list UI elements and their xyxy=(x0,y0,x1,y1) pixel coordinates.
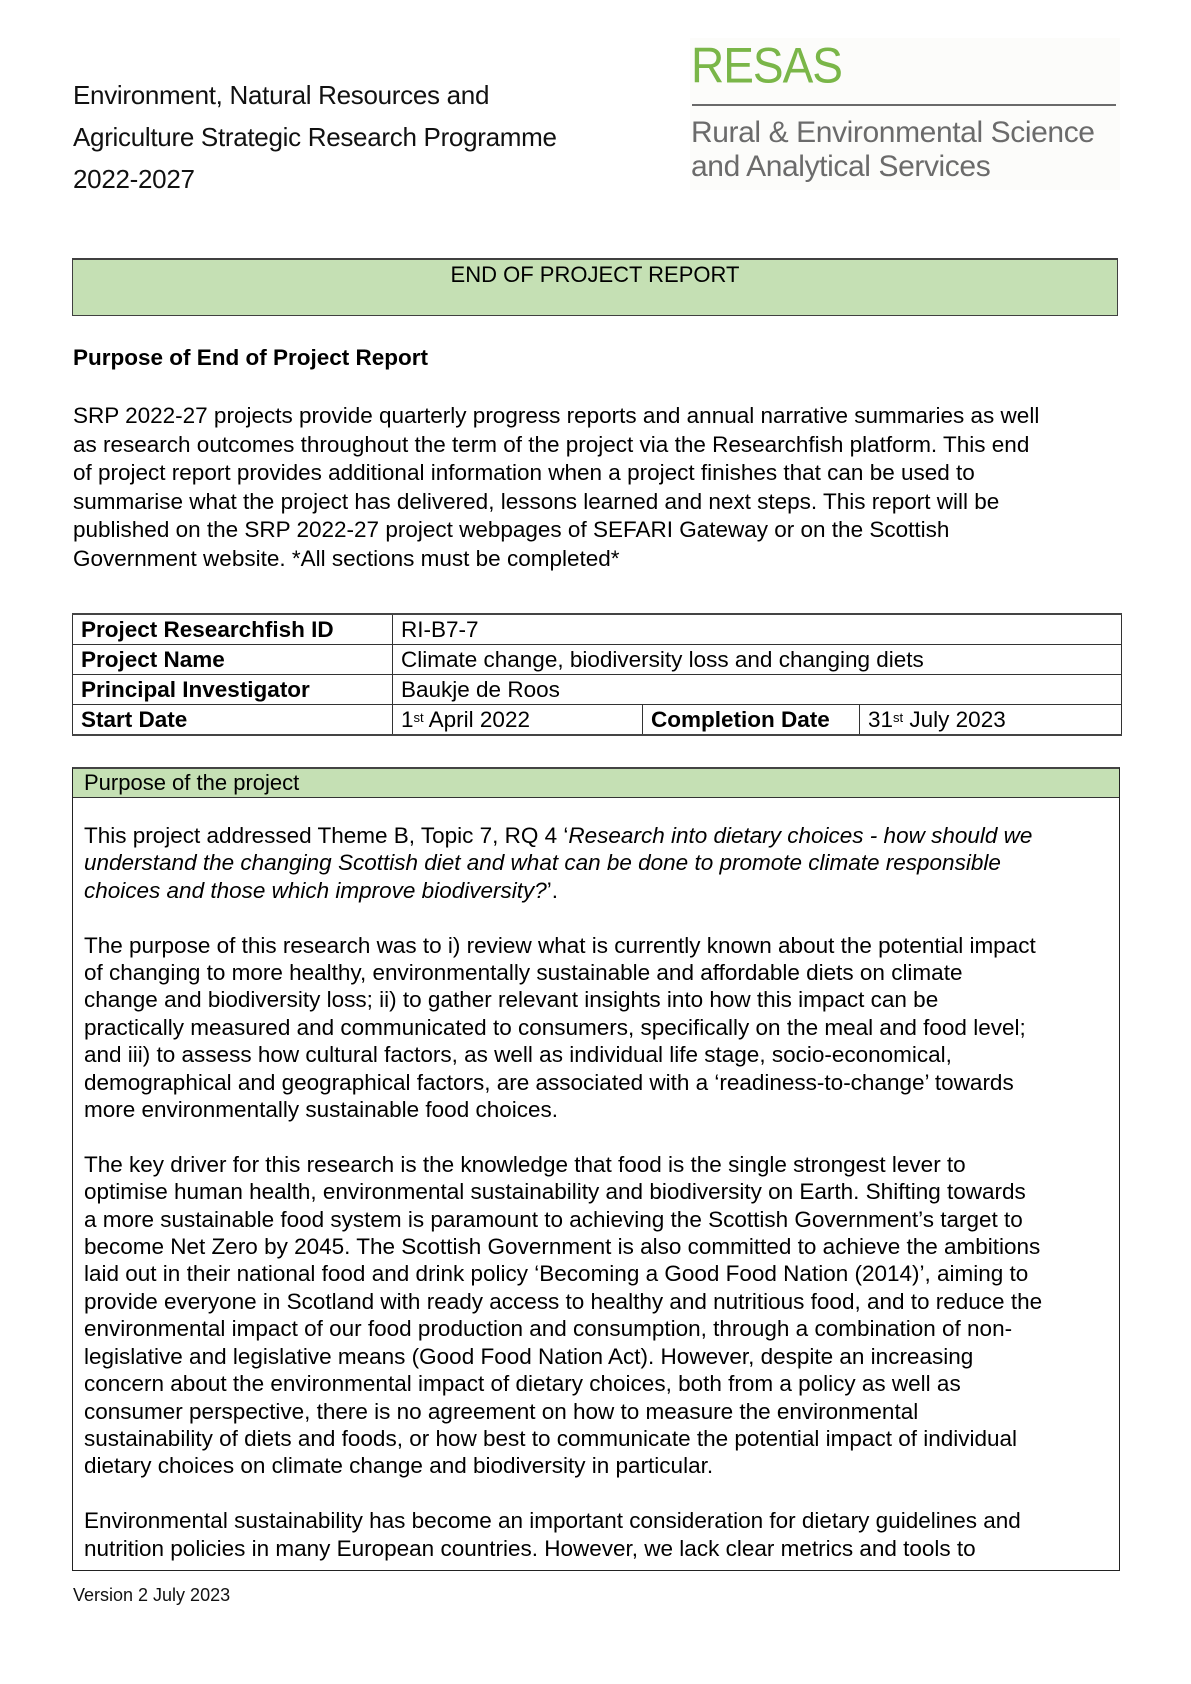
text-line: summarise what the project has delivered, lessons learned and next steps. This report will be xyxy=(73,488,1000,514)
report-type-banner xyxy=(72,258,1118,316)
paragraph xyxy=(84,932,1114,1124)
date-day: 31 xyxy=(868,706,894,732)
paragraph xyxy=(84,1507,1114,1562)
date-suffix: st xyxy=(893,709,904,725)
text-line xyxy=(84,822,1114,849)
text-line: of changing to more healthy, environmentally sustainable and affordable diets on climate xyxy=(84,960,963,986)
text-line: more environmentally sustainable food choices. xyxy=(84,1097,559,1123)
text-line: change and biodiversity loss; ii) to gather relevant insights into how this impact can be xyxy=(84,987,939,1013)
text-line: laid out in their national food and drink policy ‘Becoming a Good Food Nation (2014)’, aiming to xyxy=(84,1261,1029,1287)
text-line: optimise human health, environmental sustainability and biodiversity on Earth. Shifting towards xyxy=(84,1179,1026,1205)
programme-title-line: 2022-2027 xyxy=(73,164,195,194)
field-value-principal-investigator: Baukje de Roos xyxy=(393,675,1122,705)
text-line: become Net Zero by 2045. The Scottish Government is also committed to achieve the ambitions xyxy=(84,1234,1041,1260)
text-line: consumer perspective, there is no agreement on how to measure the environmental xyxy=(84,1398,919,1424)
date-day: 1 xyxy=(401,706,414,732)
paragraph xyxy=(84,1151,1114,1480)
text-line: provide everyone in Scotland with ready access to healthy and nutritious food, and to reduce the xyxy=(84,1288,1043,1314)
text-line: practically measured and communicated to consumers, specifically on the meal and food level; xyxy=(84,1014,1026,1040)
field-value-project-name: Climate change, biodiversity loss and changing diets xyxy=(393,645,1122,675)
field-label: Start Date xyxy=(73,705,393,736)
text-line: SRP 2022-27 projects provide quarterly progress reports and annual narrative summaries as well xyxy=(73,403,1040,428)
version-footer: Version 2 July 2023 xyxy=(73,1585,231,1605)
text-line: a more sustainable food system is paramount to achieving the Scottish Government’s target to xyxy=(84,1206,1023,1232)
table-row xyxy=(73,675,1122,705)
field-label: Completion Date xyxy=(643,705,860,736)
text-line xyxy=(84,849,1114,876)
field-value-researchfish-id: RI-B7-7 xyxy=(393,614,1122,645)
text-line: and iii) to assess how cultural factors, as well as individual life stage, socio-economical, xyxy=(84,1042,952,1068)
text-span: ’. xyxy=(546,877,558,903)
text-line: legislative and legislative means (Good Food Nation Act). However, despite an increasing xyxy=(84,1343,974,1369)
field-value-start-date xyxy=(393,705,643,736)
text-line: Environmental sustainability has become an important consideration for dietary guidelines and xyxy=(84,1508,1021,1534)
programme-title-line: Agriculture Strategic Research Programme xyxy=(73,122,557,152)
project-purpose-section xyxy=(72,767,1120,1571)
text-line: The purpose of this research was to i) review what is currently known about the potential impact xyxy=(84,932,1036,958)
text-line: nutrition policies in many European countries. However, we lack clear metrics and tools to xyxy=(84,1535,976,1561)
date-suffix: st xyxy=(413,709,424,725)
table-row xyxy=(73,705,1122,736)
report-purpose-heading: Purpose of End of Project Report xyxy=(73,345,429,370)
italic-span: understand the changing Scottish diet and what can be done to promote climate responsible xyxy=(84,850,1001,876)
programme-title xyxy=(73,74,673,200)
date-rest: July 2023 xyxy=(903,706,1006,732)
field-value-completion-date xyxy=(860,705,1122,736)
field-label: Project Researchfish ID xyxy=(73,614,393,645)
italic-span: Research into dietary choices - how should we xyxy=(568,823,1033,848)
text-line: dietary choices on climate change and biodiversity in particular. xyxy=(84,1453,714,1479)
section-body xyxy=(84,822,1114,1562)
date-rest: April 2022 xyxy=(423,706,530,732)
section-title: Purpose of the project xyxy=(84,770,300,795)
field-label: Principal Investigator xyxy=(73,675,393,705)
text-line: The key driver for this research is the knowledge that food is the single strongest lever to xyxy=(84,1151,966,1177)
logo-divider xyxy=(692,104,1116,106)
text-line: concern about the environmental impact of dietary choices, both from a policy as well as xyxy=(84,1371,961,1397)
text-span: This project addressed Theme B, Topic 7, RQ 4 ‘ xyxy=(84,823,569,848)
report-purpose-text xyxy=(73,402,1133,573)
text-line xyxy=(84,877,1114,904)
table-row xyxy=(73,614,1122,645)
project-info-table xyxy=(72,613,1122,736)
paragraph-gap xyxy=(84,1480,1114,1507)
section-header xyxy=(73,769,1119,798)
text-line: Government website. *All sections must be completed* xyxy=(73,545,620,571)
table-row xyxy=(73,645,1122,675)
logo-subtitle xyxy=(691,116,1095,184)
italic-span: choices and those which improve biodiversity? xyxy=(84,877,547,903)
text-line: of project report provides additional information when a project finishes that can be used to xyxy=(73,460,975,485)
text-line: demographical and geographical factors, are associated with a ‘readiness-to-change’ towards xyxy=(84,1069,1014,1095)
programme-title-line: Environment, Natural Resources and xyxy=(73,80,490,110)
resas-logo xyxy=(690,38,1120,190)
text-line: published on the SRP 2022-27 project webpages of SEFARI Gateway or on the Scottish xyxy=(73,517,950,542)
logo-subtitle-line: and Analytical Services xyxy=(691,150,991,183)
field-label: Project Name xyxy=(73,645,393,675)
logo-acronym: RESAS xyxy=(691,36,842,94)
text-line: environmental impact of our food production and consumption, through a combination of non- xyxy=(84,1316,1013,1342)
text-line: sustainability of diets and foods, or how best to communicate the potential impact of individual xyxy=(84,1425,1018,1451)
paragraph-gap xyxy=(84,904,1114,931)
paragraph-gap xyxy=(84,1123,1114,1150)
banner-title: END OF PROJECT REPORT xyxy=(450,262,740,287)
logo-subtitle-line: Rural & Environmental Science xyxy=(691,116,1095,149)
text-line: as research outcomes throughout the term of the project via the Researchfish platform. This end xyxy=(73,431,1030,457)
